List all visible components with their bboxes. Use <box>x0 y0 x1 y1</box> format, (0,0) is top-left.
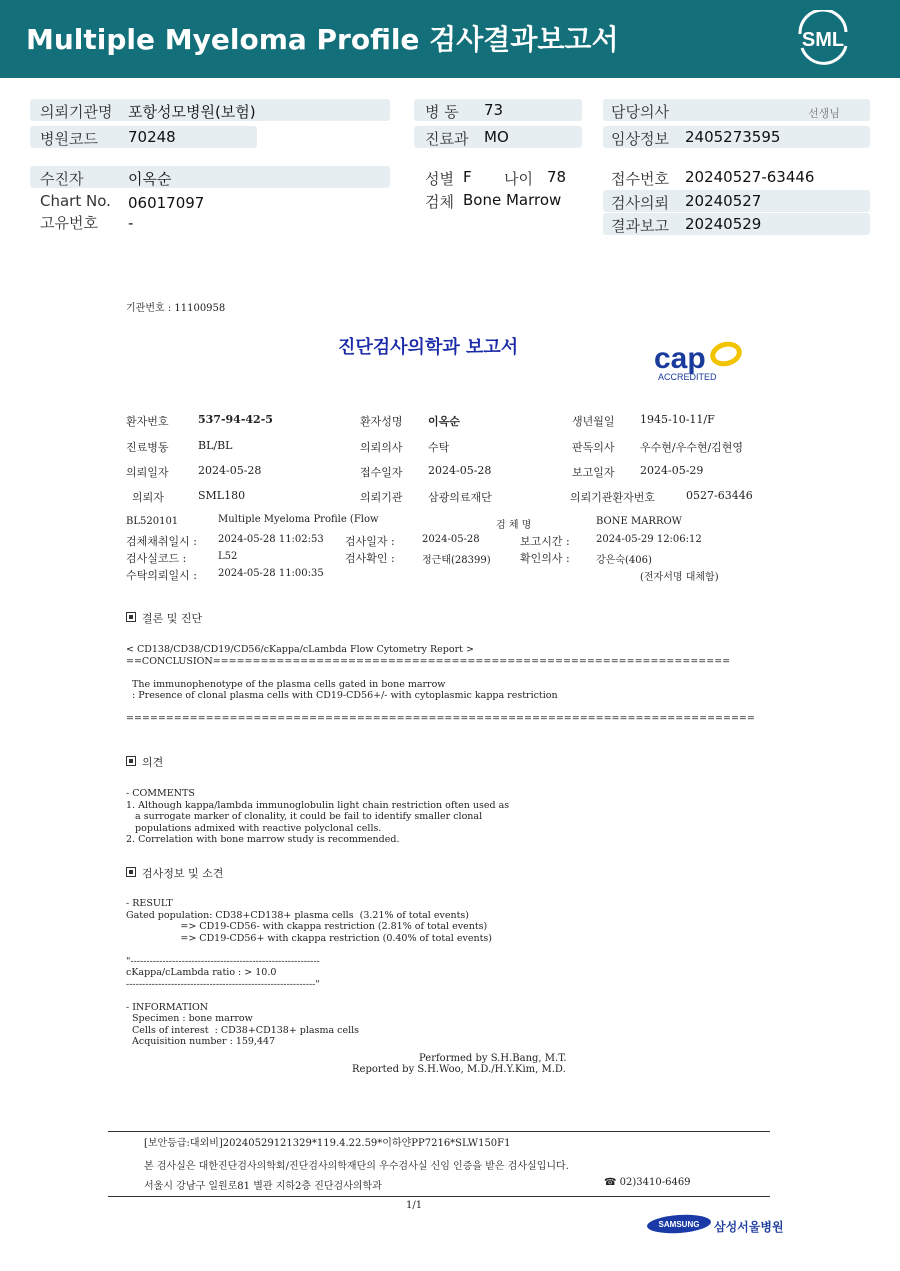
r2-value3: 우수현/우수현/김현영 <box>640 441 744 454</box>
collect-value: 2024-05-28 11:02:53 <box>218 534 324 545</box>
security-line: [보안등급:대외비]20240529121329*119.4.22.59*이하얀PP7216*SLW150F1 <box>144 1138 511 1149</box>
r1-label2: 환자성명 <box>360 415 403 428</box>
footer-bottom-rule <box>108 1196 770 1197</box>
test-date-value: 2024-05-28 <box>422 534 480 545</box>
r3-label3: 보고일자 <box>572 466 615 479</box>
recv-label: 접수번호 <box>611 170 669 188</box>
section-info-title: 검사정보 및 소견 <box>142 867 224 880</box>
section-opinion-heading <box>126 754 163 770</box>
section-info-heading <box>126 865 223 881</box>
specimen-value: Bone Marrow <box>463 191 562 209</box>
age-label: 나이 <box>504 170 533 188</box>
specimen-name-value: BONE MARROW <box>596 516 682 527</box>
section-opinion-title: 의견 <box>142 756 164 769</box>
sex-label: 성별 <box>425 170 454 188</box>
r2-value1: BL/BL <box>198 439 233 452</box>
doctor-label: 담당의사 <box>611 103 669 121</box>
r2-label1: 진료병동 <box>126 441 169 454</box>
req-inst-label: 의뢰기관명 <box>40 103 113 121</box>
inst-no: 기관번호 : 11100958 <box>126 303 226 314</box>
ward-label: 병 동 <box>425 103 459 121</box>
footer-top-rule <box>108 1131 770 1132</box>
r3-value3: 2024-05-29 <box>640 464 704 477</box>
verify-label: 검사확인 : <box>345 552 395 565</box>
r2-value2: 수탁 <box>428 441 450 454</box>
report-heading: 진단검사의학과 보고서 <box>338 337 519 358</box>
confirm-doctor-label: 확인의사 : <box>520 552 570 565</box>
consign-value: 2024-05-28 11:00:35 <box>218 568 324 579</box>
clinical-label: 임상정보 <box>611 130 669 148</box>
section-conclusion-title: 결론 및 진단 <box>142 612 203 625</box>
hospital-name: 삼성서울병원 <box>714 1220 784 1234</box>
recv-value: 20240527-63446 <box>685 168 815 186</box>
clinical-value: 2405273595 <box>685 128 781 146</box>
sml-logo <box>792 10 854 68</box>
uid-value: - <box>128 214 134 232</box>
conclusion-text: < CD138/CD38/CD19/CD56/cKappa/cLambda Flow Cytometry Report > ==CONCLUSION================================================================= The immunophenotype of the plasma cells gated in bone marrow : Presence of clonal plasma cells with CD19-CD56+/- with cytoplasmic kappa restriction =============================================================================== <box>126 644 755 724</box>
performed-by: Performed by S.H.Bang, M.T. <box>419 1053 567 1064</box>
section-square-icon <box>126 867 136 877</box>
report-time-label: 보고시간 : <box>520 535 570 548</box>
r1-label3: 생년월일 <box>572 415 615 428</box>
section-conclusion-heading <box>126 610 202 626</box>
cap-logo-accredited: ACCREDITED <box>658 372 717 382</box>
report-title: Multiple Myeloma Profile 검사결과보고서 <box>26 23 619 56</box>
dept-value: MO <box>484 128 509 146</box>
r1-value3: 1945-10-11/F <box>640 413 715 426</box>
patient-value: 이옥순 <box>128 170 172 188</box>
report-time-value: 2024-05-29 12:06:12 <box>596 534 702 545</box>
req-inst-value: 포항성모병원(보험) <box>128 103 256 121</box>
cap-logo-word: cap <box>654 342 706 375</box>
page-number: 1/1 <box>406 1200 423 1211</box>
section-square-icon <box>126 756 136 766</box>
specimen-name-label: 검 체 명 <box>496 520 532 531</box>
doctor-suffix: 선생님 <box>808 107 840 120</box>
room-value: L52 <box>218 551 238 562</box>
r2-label3: 판독의사 <box>572 441 615 454</box>
ward-value: 73 <box>484 101 504 119</box>
sml-logo-text: SML <box>801 29 845 51</box>
r3-label1: 의뢰일자 <box>126 466 169 479</box>
r4-label3: 의뢰기관환자번호 <box>570 491 656 504</box>
samsung-logo <box>646 1214 712 1234</box>
req-date-label: 검사의뢰 <box>611 194 669 212</box>
pill-patient <box>30 166 390 188</box>
phone-line: ☎ 02)3410-6469 <box>604 1177 691 1188</box>
confirm-doctor-value: 강은숙(406) <box>596 555 652 566</box>
age-value: 78 <box>547 168 567 186</box>
hosp-code-label: 병원코드 <box>40 130 98 148</box>
samsung-logo-text: SAMSUNG <box>658 1220 700 1229</box>
test-name: Multiple Myeloma Profile (Flow <box>218 514 379 525</box>
patient-label: 수진자 <box>40 170 84 188</box>
address-line: 서울시 강남구 일원로81 별관 지하2층 진단검사의학과 <box>144 1181 382 1192</box>
r3-label2: 접수일자 <box>360 466 403 479</box>
r3-value2: 2024-05-28 <box>428 464 492 477</box>
result-text: - RESULT Gated population: CD38+CD138+ plasma cells (3.21% of total events) => CD19-CD56- with ckappa restriction (2.81% of total events) => CD19-CD56+ with ckappa restriction (0.40% of total events) "----------------------------------------------------------- cKappa/cLambda ratio : > 10.0 -----------------------------------------------------------" - INFORMATION Specimen : bone marrow Cells of interest : CD38+CD138+ plasma cells Acquisition number : 159,447 <box>126 898 492 1047</box>
chart-label: Chart No. <box>40 192 111 210</box>
r4-label1: 의뢰자 <box>132 491 164 504</box>
esign-note: (전자서명 대체함) <box>640 572 719 583</box>
r4-value2: 삼광의료재단 <box>428 491 492 504</box>
reported-by: Reported by S.H.Woo, M.D./H.Y.Kim, M.D. <box>352 1064 566 1075</box>
r1-value1: 537-94-42-5 <box>198 413 273 426</box>
cap-accredited-logo <box>652 340 748 382</box>
r4-value3: 0527-63446 <box>686 489 753 502</box>
r3-value1: 2024-05-28 <box>198 464 262 477</box>
result-date-label: 결과보고 <box>611 217 669 235</box>
collect-label: 검체채취일시 : <box>126 535 197 548</box>
consign-label: 수탁의뢰일시 : <box>126 569 197 582</box>
dept-label: 진료과 <box>425 130 469 148</box>
r4-value1: SML180 <box>198 489 246 502</box>
r1-label1: 환자번호 <box>126 415 169 428</box>
uid-label: 고유번호 <box>40 214 98 232</box>
test-date-label: 검사일자 : <box>345 535 395 548</box>
comments-text: - COMMENTS 1. Although kappa/lambda immunoglobulin light chain restriction often used as a surrogate marker of clonality, it could be fail to identify smaller clonal populations admixed with reactive polyclonal cells. 2. Correlation with bone marrow study is recommended. <box>126 788 510 845</box>
chart-value: 06017097 <box>128 194 205 212</box>
room-label: 검사실코드 : <box>126 552 187 565</box>
result-date-value: 20240529 <box>685 215 762 233</box>
test-code: BL520101 <box>126 516 179 527</box>
specimen-label: 검체 <box>425 193 454 211</box>
certification-line: 본 검사실은 대한진단검사의학회/진단검사의학재단의 우수검사실 신임 인증을 받은 검사실입니다. <box>144 1161 569 1172</box>
r1-value2: 이옥순 <box>428 415 460 428</box>
sex-value: F <box>463 168 472 186</box>
r4-label2: 의뢰기관 <box>360 491 403 504</box>
verify-value: 정근태(28399) <box>422 555 491 566</box>
req-date-value: 20240527 <box>685 192 762 210</box>
section-square-icon <box>126 612 136 622</box>
hosp-code-value: 70248 <box>128 128 176 146</box>
r2-label2: 의뢰의사 <box>360 441 403 454</box>
